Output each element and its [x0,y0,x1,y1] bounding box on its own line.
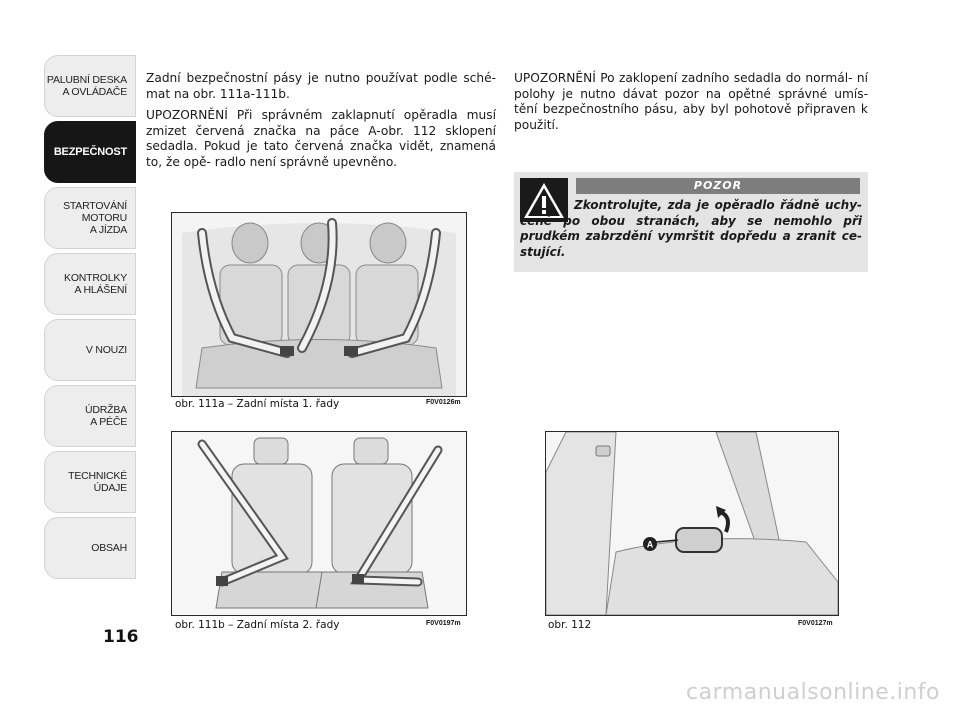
figure-seat-lever [545,431,839,616]
figure-caption: obr. 111b – Zadní místa 2. řady [175,619,340,631]
text-column-left [146,71,496,176]
tab-v-nouzi[interactable] [44,319,136,381]
page-number: 116 [103,627,139,647]
tab-label-line: PALUBNÍ DESKA [46,74,127,86]
figure-code: F0V0126m [426,399,461,406]
tab-label-line: BEZPEČNOST [53,146,127,158]
rear-seats-row1-illustration [172,213,466,396]
tab-obsah[interactable] [44,517,136,579]
tab-label-line: STARTOVÁNÍ [63,200,127,212]
tab-label-line: A OVLÁDAČE [62,86,127,98]
warning-title: POZOR [576,178,860,194]
paragraph: UPOZORNĚNÍ Při správném zaklapnutí opěradla musí zmizet červená značka na páce A-obr. 112 sklopení sedadla. Pokud je tato červená značka vidět, znamená to, že opě- radlo není správně upevněno. [146,108,496,169]
tab-startovani[interactable] [44,187,136,249]
tab-label-line: KONTROLKY [64,272,127,284]
tab-label-line: ÚDAJE [93,482,127,494]
watermark: carmanualsonline.info [686,680,940,705]
warning-text [520,198,862,260]
tab-kontrolky[interactable] [44,253,136,315]
tab-palubni-deska[interactable] [44,55,136,117]
figure-code: F0V0127m [798,620,833,627]
figure-rear-seats-row2 [171,431,467,616]
figure-label-a: A [646,539,654,550]
figure-caption: obr. 112 [548,619,592,631]
tab-label-line: V NOUZI [85,344,127,356]
tab-label-line: TECHNICKÉ [68,470,127,482]
paragraph: Zadní bezpečnostní pásy je nutno používat podle sché- mat na obr. 111a-111b. [146,71,496,101]
tab-label-line: A HLÁŠENÍ [74,284,127,296]
rear-seats-row2-illustration [172,432,466,615]
warning-text-content: Zkontrolujte, zda je opěradlo řádně uchy- cené po obou stranách, aby se nemohlo při prudkém zabrzdění vymrštit dopředu a zranit ce- stující. [520,198,862,259]
figure-caption: obr. 111a – Zadní místa 1. řady [175,398,340,410]
figure-code: F0V0197m [426,620,461,627]
tab-bezpecnost[interactable] [44,121,136,183]
tab-label-line: A JÍZDA [89,224,127,236]
text-column-right [514,71,868,139]
paragraph: UPOZORNĚNÍ Po zaklopení zadního sedadla do normál- ní polohy je nutno dávat pozor na opětné správné umís- tění bezpečnostního pásu, aby byl pohotově připraven k použití. [514,71,868,132]
warning-box [514,172,868,272]
chapter-tabs [44,55,136,583]
tab-label-line: OBSAH [91,542,127,554]
tab-udrzba[interactable] [44,385,136,447]
tab-label-line: MOTORU [81,212,127,224]
figure-rear-seats-row1 [171,212,467,397]
tab-label-line: A PÉČE [90,416,127,428]
tab-technicke-udaje[interactable] [44,451,136,513]
tab-label-line: ÚDRŽBA [85,404,127,416]
seat-lever-illustration [546,432,838,615]
